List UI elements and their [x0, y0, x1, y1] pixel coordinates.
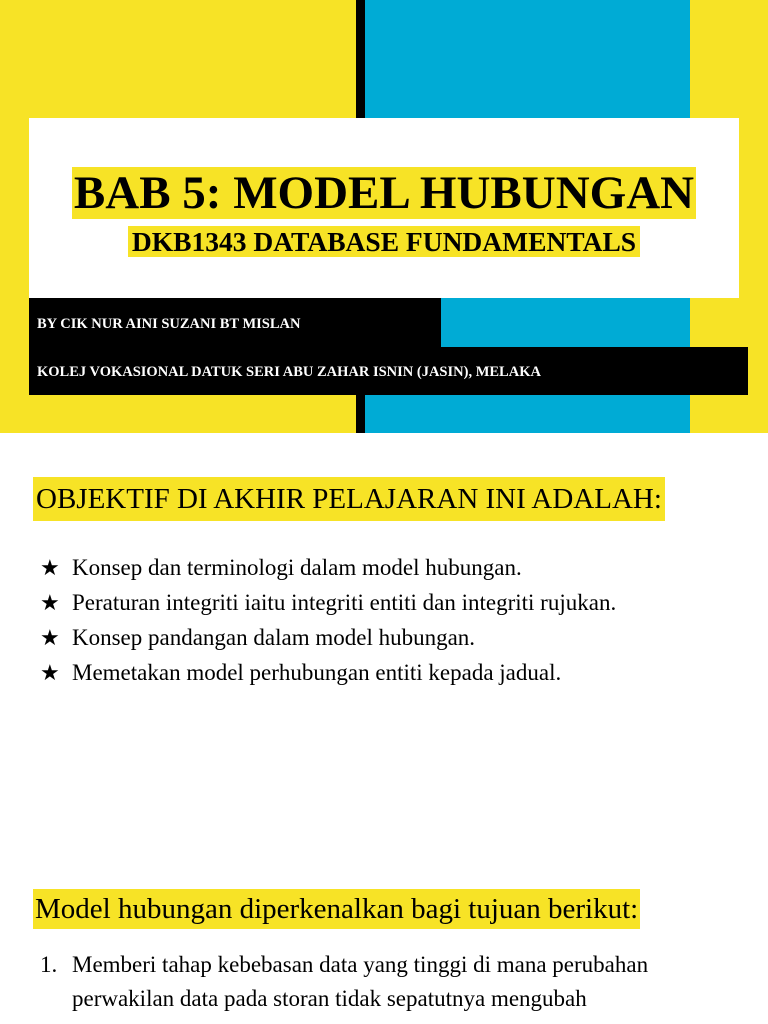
list-item: ★ Peraturan integriti iaitu integriti entiti dan integriti rujukan.: [40, 585, 616, 620]
star-icon: ★: [40, 625, 60, 650]
purpose-heading: Model hubungan diperkenalkan bagi tujuan berikut:: [33, 889, 640, 929]
objectives-slide: [0, 447, 768, 847]
list-item: ★ Memetakan model perhubungan entiti kepada jadual.: [40, 655, 616, 690]
objectives-heading: OBJEKTIF DI AKHIR PELAJARAN INI ADALAH:: [33, 477, 665, 521]
purpose-slide: [0, 860, 768, 1024]
author-text: BY CIK NUR AINI SUZANI BT MISLAN: [37, 316, 301, 332]
list-item: ★ Konsep pandangan dalam model hubungan.: [40, 620, 616, 655]
list-item: ★ Konsep dan terminologi dalam model hubungan.: [40, 550, 616, 585]
item-number: 1.: [40, 952, 58, 977]
star-icon: ★: [40, 660, 60, 685]
item-text: Memberi tahap kebebasan data yang tinggi di mana perubahan perwakilan data pada storan tidak sepatutnya mengubah: [72, 952, 649, 1011]
star-icon: ★: [40, 555, 60, 580]
school-text: KOLEJ VOKASIONAL DATUK SERI ABU ZAHAR ISNIN (JASIN), MELAKA: [37, 364, 541, 380]
objectives-list: [40, 550, 616, 690]
title-slide: [0, 0, 768, 433]
star-icon: ★: [40, 590, 60, 615]
slide-subtitle: DKB1343 DATABASE FUNDAMENTALS: [44, 222, 724, 262]
slide-title: BAB 5: MODEL HUBUNGAN: [73, 167, 695, 219]
author-bar: [29, 298, 441, 347]
school-bar: [29, 347, 748, 395]
